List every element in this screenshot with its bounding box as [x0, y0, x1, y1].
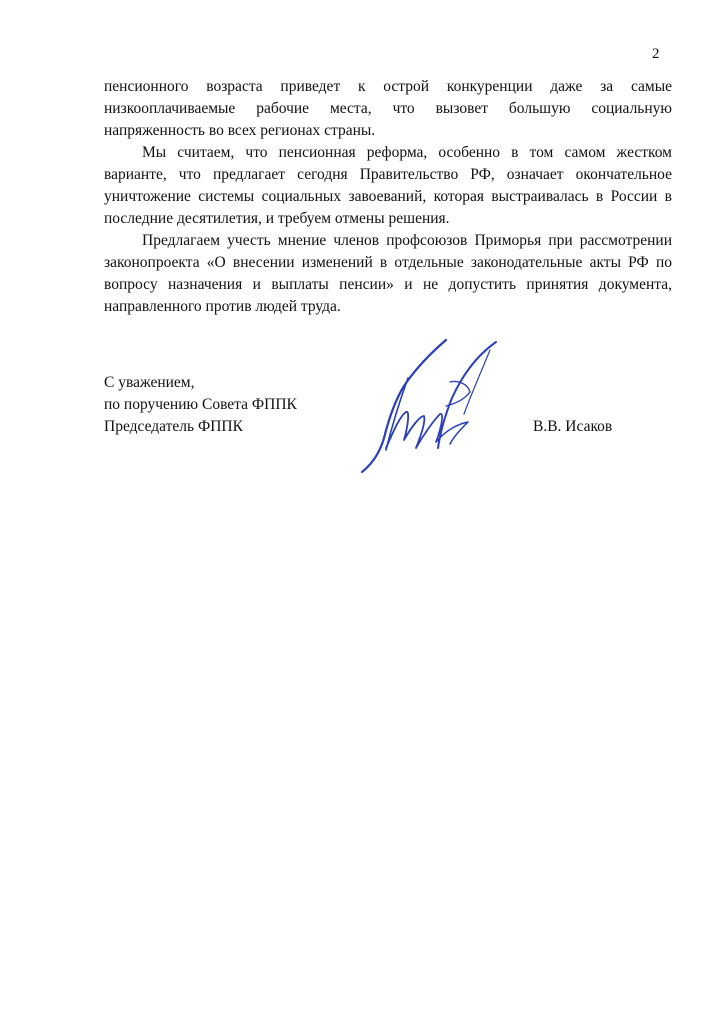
closing-position: Председатель ФППК: [104, 418, 243, 435]
paragraph-reform-opinion: Мы считаем, что пенсионная реформа, особенно в том самом жестком варианте, что предлагает сегодня Правительство РФ, означает окончательное уничтожение системы социальных завоеваний, которая выстраивалась в России в последние десятилетия, и требуем отмены решения.: [104, 144, 672, 227]
closing-on-behalf: по поручению Совета ФППК: [104, 396, 297, 413]
letter-body: [104, 76, 672, 318]
closing-block: [104, 372, 297, 438]
signer-name: В.В. Исаков: [533, 418, 613, 435]
paragraph-proposal: Предлагаем учесть мнение членов профсоюзов Приморья при рассмотрении законопроекта «О внесении изменений в отдельные законодательные акты РФ по вопросу назначения и выплаты пенсии» и не допустить принятия документа, направленного против людей труда.: [104, 232, 672, 315]
paragraph-continuation: пенсионного возраста приведет к острой конкуренции даже за самые низкооплачиваемые рабочие места, что вызовет большую социальную напряженность во всех регионах страны.: [104, 78, 672, 139]
handwritten-signature: [350, 330, 510, 480]
page-number: 2: [652, 46, 660, 62]
closing-salutation: С уважением,: [104, 374, 195, 391]
